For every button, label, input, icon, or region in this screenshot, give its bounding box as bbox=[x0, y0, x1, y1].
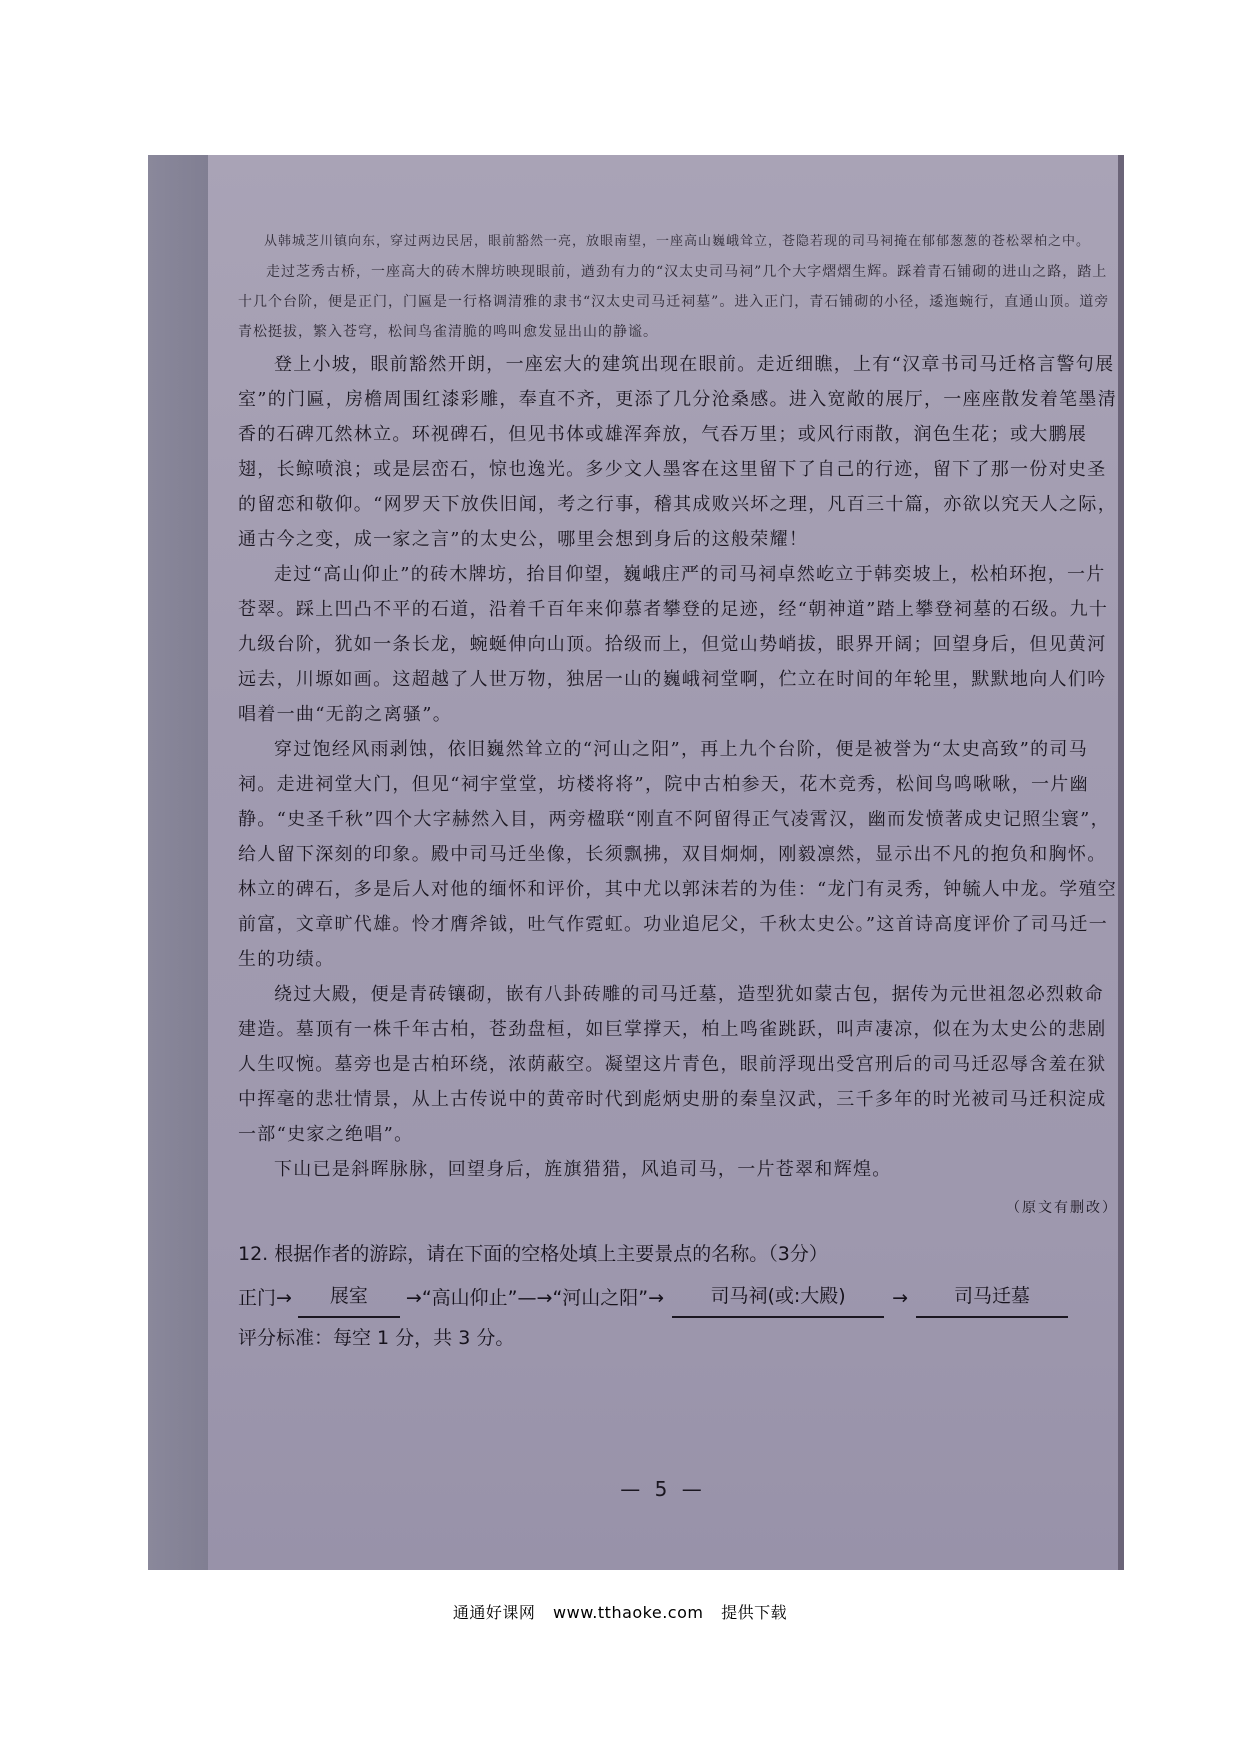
scoring-criteria: 评分标准：每空 1 分，共 3 分。 bbox=[238, 1327, 515, 1349]
route-arrow: → bbox=[892, 1287, 908, 1309]
download-footer bbox=[0, 1600, 1240, 1623]
footer-site-name: 通通好课网 bbox=[452, 1603, 536, 1622]
question-12 bbox=[238, 1236, 1118, 1356]
article-paragraph: 穿过饱经风雨剥蚀，依旧巍然耸立的“河山之阳”，再上九个台阶，便是被誉为“太史高致”的司马祠。走进祠堂大门，但见“祠宇堂堂，坊楼将将”，院中古柏参天，花木竞秀，松间鸟鸣啾啾，一片幽静。“史圣千秋”四个大字赫然入目，两旁楹联“刚直不阿留得正气凌霄汉，幽而发愤著成史记照尘寰”，给人留下深刻的印象。殿中司马迁坐像，长须飘拂，双目炯炯，刚毅凛然，显示出不凡的抱负和胸怀。林立的碑石，多是后人对他的缅怀和评价，其中尤以郭沫若的为佳：“龙门有灵秀，钟毓人中龙。学殖空前富，文章旷代雄。怜才膺斧钺，吐气作霓虹。功业追尼父，千秋太史公。”这首诗高度评价了司马迁一生的功绩。 bbox=[238, 739, 1117, 970]
exam-sheet bbox=[208, 155, 1118, 1570]
route-middle: →“高山仰止”—→“河山之阳”→ bbox=[405, 1287, 665, 1309]
article-paragraph: 走过“高山仰止”的砖木牌坊，抬目仰望，巍峨庄严的司马祠卓然屹立于韩奕坡上，松柏环抱，一片苍翠。踩上凹凸不平的石道，沿着千百年来仰慕者攀登的足迹，经“朝神道”踏上攀登祠墓的石级。九十九级台阶，犹如一条长龙，蜿蜒伸向山顶。拾级而上，但觉山势峭拔，眼界开阔；回望身后，但见黄河远去，川塬如画。这超越了人世万物，独居一山的巍峨祠堂啊，伫立在时间的年轮里，默默地向人们吟唱着一曲“无韵之离骚”。 bbox=[238, 564, 1109, 725]
answer-blank-1: 展室 bbox=[298, 1276, 400, 1318]
article-paragraph: 下山已是斜晖脉脉，回望身后，旌旗猎猎，风追司马，一片苍翠和辉煌。 bbox=[274, 1159, 892, 1180]
footer-url[interactable]: www.tthaoke.com bbox=[553, 1603, 704, 1622]
question-title: 12. 根据作者的游踪，请在下面的空格处填上主要景点的名称。（3分） bbox=[238, 1243, 828, 1265]
answer-row bbox=[238, 1276, 1118, 1318]
answer-blank-2: 司马祠(或:大殿) bbox=[672, 1276, 884, 1318]
page-number: — 5 — bbox=[620, 1477, 706, 1501]
article-paragraph: 从韩城芝川镇向东，穿过两边民居，眼前豁然一亮，放眼南望，一座高山巍峨耸立，苍隐若现的司马祠掩在郁郁葱葱的苍松翠柏之中。 bbox=[264, 234, 1091, 249]
route-start: 正门→ bbox=[238, 1287, 292, 1309]
footer-suffix: 提供下载 bbox=[721, 1603, 788, 1622]
answer-blank-3: 司马迁墓 bbox=[916, 1276, 1068, 1318]
article-body bbox=[238, 227, 1118, 1356]
article-paragraph: 绕过大殿，便是青砖镶砌，嵌有八卦砖雕的司马迁墓，造型犹如蒙古包，据传为元世祖忽必烈敕命建造。墓顶有一株千年古柏，苍劲盘桓，如巨掌撑天，柏上鸣雀跳跃，叫声凄凉，似在为太史公的悲剧人生叹惋。墓旁也是古柏环绕，浓荫蔽空。凝望这片青色，眼前浮现出受宫刑后的司马迁忍辱含羞在狱中挥毫的悲壮情景，从上古传说中的黄帝时代到彪炳史册的秦皇汉武，三千多年的时光被司马迁积淀成一部“史家之绝唱”。 bbox=[238, 984, 1107, 1145]
source-note: （原文有删改） bbox=[1006, 1200, 1118, 1216]
photographed-page bbox=[148, 155, 1124, 1570]
article-paragraph: 登上小坡，眼前豁然开朗，一座宏大的建筑出现在眼前。走近细瞧，上有“汉章书司马迁格言警句展室”的门匾，房檐周围红漆彩雕，奉直不齐，更添了几分沧桑感。进入宽敞的展厅，一座座散发着笔墨清香的石碑兀然林立。环视碑石，但见书体或雄浑奔放，气吞万里；或风行雨散，润色生花；或大鹏展翅，长鲸喷浪；或是层峦石，惊也逸光。多少文人墨客在这里留下了自己的行迹，留下了那一份对史圣的留恋和敬仰。“网罗天下放佚旧闻，考之行事，稽其成败兴坏之理，凡百三十篇，亦欲以究天人之际，通古今之变，成一家之言”的太史公，哪里会想到身后的这般荣耀！ bbox=[238, 354, 1117, 550]
article-paragraph: 走过芝秀古桥，一座高大的砖木牌坊映现眼前，遒劲有力的“汉太史司马祠”几个大字熠熠生辉。踩着青石铺砌的进山之路，踏上十几个台阶，便是正门，门匾是一行格调清雅的隶书“汉太史司马迁祠墓”。进入正门，青石铺砌的小径，逶迤蜿行，直通山顶。道旁青松挺拔，繁入苍穹，松间鸟雀清脆的鸣叫愈发显出山的静谧。 bbox=[238, 264, 1110, 340]
